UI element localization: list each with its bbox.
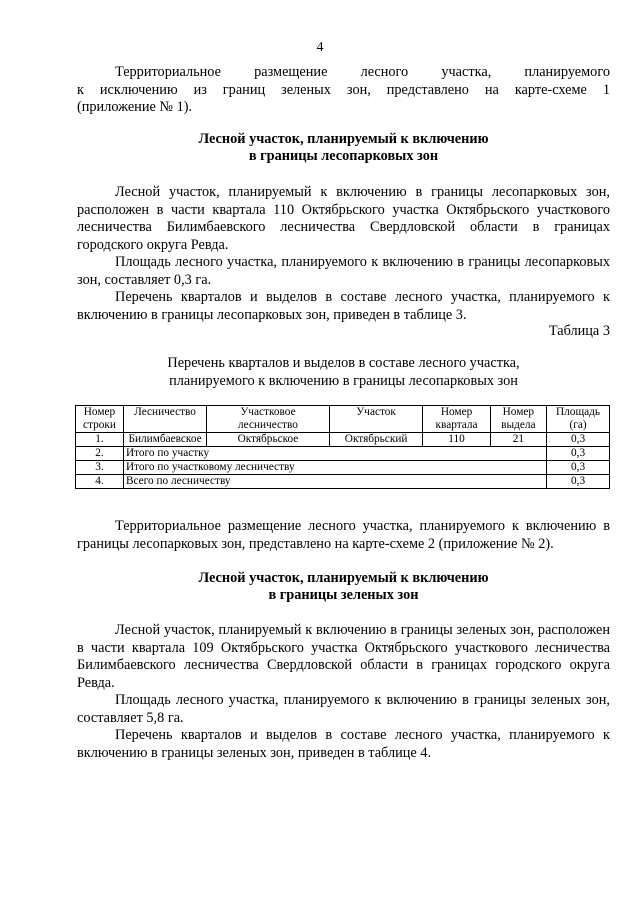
th-forestry: Лесничество [123,406,206,433]
intro-line-1 [77,64,610,82]
cell-row-number: 4. [76,475,124,489]
table-total-row [76,475,610,489]
section1-para2: Площадь лесного участка, планируемого к включению в границы лесопарковых зон, составляет 0,3 га. [77,254,610,288]
cell-area: 0,3 [547,447,610,461]
section2-para3: Перечень кварталов и выделов в составе лесного участка, планируемого к включению в границы зеленых зон, приведен в таблице 4. [77,727,610,761]
forest-plot-table [75,405,610,489]
cell-area: 0,3 [547,433,610,447]
table-number: Таблица 3 [548,323,610,339]
intro-line-3: (приложение № 1). [77,99,193,115]
table-total-row [76,461,610,475]
cell-row-number: 1. [76,433,124,447]
intro-word: размещение [254,64,328,80]
table-caption-line1: Перечень кварталов и выделов в составе лесного участка, [167,355,520,371]
th-allotment-number: Номер выдела [490,406,546,433]
intro-word: участка, [441,64,492,80]
th-district-forestry: Участковое лесничество [207,406,330,433]
page-number: 4 [316,40,324,55]
intro-word: лесного [360,64,409,80]
th-plot: Участок [329,406,423,433]
section2-para1: Лесной участок, планируемый к включению в границы зеленых зон, расположен в части квартала 109 Октябрьского участка Октябрьского участкового лесничества Билимбаевского лесничества Свердловской области в границах городского округа Ревда. [77,622,610,691]
table-header-row [76,406,610,433]
intro-word: Территориальное [115,64,221,80]
table-caption [77,355,610,390]
th-quarter-number: Номер квартала [423,406,490,433]
th-row-number: Номер строки [76,406,124,433]
cell-district-forestry: Октябрьское [207,433,330,447]
section2-heading-line1: Лесной участок, планируемый к включению [198,570,489,586]
section1-heading [77,131,610,165]
cell-total-label: Итого по участковому лесничеству [123,461,546,475]
cell-area: 0,3 [547,475,610,489]
intro-line-2: к исключению из границ зеленых зон, представлено на карте-схеме 1 [77,81,610,98]
intro-paragraph [77,64,610,117]
section2-para2: Площадь лесного участка, планируемого к включению в границы зеленых зон, составляет 5,8 га. [77,692,610,726]
section1-para3: Перечень кварталов и выделов в составе лесного участка, планируемого к включению в границы лесопарковых зон, приведен в таблице 3. [77,289,610,323]
cell-row-number: 3. [76,461,124,475]
th-area: Площадь (га) [547,406,610,433]
table-row [76,433,610,447]
section1-para1: Лесной участок, планируемый к включению в границы лесопарковых зон, расположен в части квартала 110 Октябрьского участка Октябрьского участкового лесничества Билимбаевского лесничества Свердловской области в границах городского округа Ревда. [77,184,610,253]
cell-plot: Октябрьский [329,433,423,447]
cell-total-label: Всего по лесничеству [123,475,546,489]
after-table-paragraph: Территориальное размещение лесного участка, планируемого к включению в границы лесопарковых зон, представлено на карте-схеме 2 (приложение № 2). [77,518,610,552]
table-caption-line2: планируемого к включению в границы лесопарковых зон [169,372,518,389]
section2-heading [77,570,610,604]
cell-forestry: Билимбаевское [123,433,206,447]
cell-quarter: 110 [423,433,490,447]
section1-heading-line1: Лесной участок, планируемый к включению [198,131,489,147]
table-total-row [76,447,610,461]
cell-allotment: 21 [490,433,546,447]
cell-total-label: Итого по участку [123,447,546,461]
intro-word: планируемого [524,64,610,80]
cell-area: 0,3 [547,461,610,475]
section2-heading-line2: в границы зеленых зон [268,587,419,603]
section1-heading-line2: в границы лесопарковых зон [248,148,439,164]
cell-row-number: 2. [76,447,124,461]
